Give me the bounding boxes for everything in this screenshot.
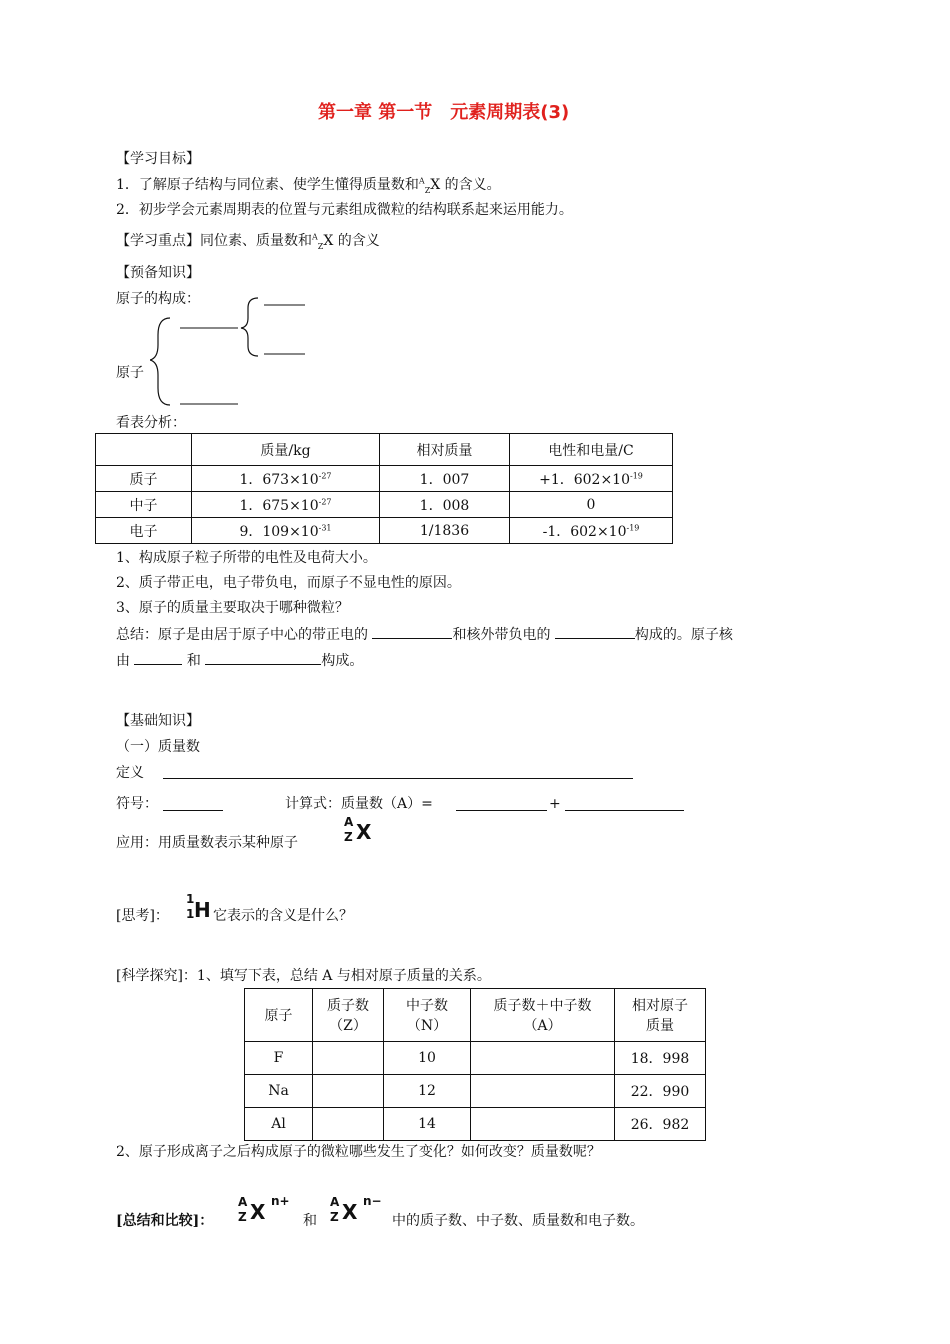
proton-count-input[interactable] bbox=[313, 1075, 384, 1108]
table-header-row bbox=[96, 434, 673, 466]
explore-question-2: 2、原子形成离子之后构成原子的微粒哪些发生了变化？如何改变？质量数呢？ bbox=[116, 1144, 601, 1160]
hydrogen-letter: H bbox=[194, 898, 211, 922]
symbol-blank[interactable] bbox=[163, 810, 223, 811]
mass-exponent: -31 bbox=[318, 522, 332, 532]
mass-number-input[interactable] bbox=[471, 1108, 615, 1141]
objective-2: 2．初步学会元素周期表的位置与元素组成微粒的结构联系起来运用能力。 bbox=[116, 202, 573, 218]
header-cell: 质量/kg bbox=[192, 434, 380, 466]
header-cell bbox=[96, 434, 192, 466]
particle-name: 中子 bbox=[96, 492, 192, 518]
atom-cell: Al bbox=[245, 1108, 313, 1141]
outer-brace bbox=[150, 318, 170, 405]
symbol-label: 符号： bbox=[116, 796, 158, 812]
mass-number-input[interactable] bbox=[471, 1042, 615, 1075]
particle-mass bbox=[192, 492, 380, 518]
keypoints-atomic-number: Z bbox=[317, 241, 324, 251]
keypoints bbox=[116, 232, 380, 250]
charge-exponent: -19 bbox=[630, 470, 643, 480]
objective-1-text: 1．了解原子结构与同位素、使学生懂得质量数和 bbox=[116, 177, 419, 193]
compare-label: [总结和比较]： bbox=[116, 1213, 214, 1229]
hydrogen-mass-number: 1 bbox=[186, 892, 195, 906]
particle-table bbox=[95, 433, 673, 544]
cation-element: X bbox=[250, 1200, 266, 1224]
explore-text: [科学探究]：1、填写下表，总结 A 与相对原子质量的关系。 bbox=[116, 968, 491, 984]
neutron-count-cell: 12 bbox=[384, 1075, 471, 1108]
header-cell: 质子数＋中子数 （A） bbox=[471, 989, 615, 1042]
summary-text: 总结：原子是由居于原子中心的带正电的 bbox=[116, 627, 368, 643]
summary-line-1 bbox=[116, 624, 733, 644]
anion-charge: n− bbox=[363, 1194, 382, 1208]
nuclide-symbol-azx bbox=[344, 815, 384, 850]
table-row bbox=[245, 1042, 706, 1075]
relative-atomic-mass-cell: 26．982 bbox=[615, 1108, 706, 1141]
summary-text: 构成。 bbox=[321, 653, 364, 669]
cation-atomic-number: Z bbox=[238, 1210, 247, 1224]
blank-electron-fill[interactable] bbox=[555, 624, 635, 639]
blank-neutron-fill[interactable] bbox=[205, 650, 321, 665]
blank-proton-fill[interactable] bbox=[134, 650, 182, 665]
formula-plus: + bbox=[549, 796, 561, 812]
objective-1-mass-number: A bbox=[418, 176, 425, 186]
question-1: 1、构成原子粒子所带的电性及电荷大小。 bbox=[116, 550, 377, 566]
atom-structure-diagram bbox=[150, 290, 320, 415]
header-cell: 质子数 （Z） bbox=[313, 989, 384, 1042]
table-caption: 看表分析： bbox=[116, 415, 186, 431]
formula-label: 计算式：质量数（A）= bbox=[285, 796, 433, 812]
anion-mass-number: A bbox=[330, 1195, 340, 1209]
summary-text: 和核外带负电的 bbox=[452, 627, 551, 643]
inner-brace bbox=[241, 298, 258, 356]
application-text: 应用：用质量数表示某种原子 bbox=[116, 835, 298, 851]
charge-value: -1．602×10 bbox=[542, 523, 627, 540]
atomic-number-z: Z bbox=[344, 830, 353, 844]
think-label: [思考]： bbox=[116, 908, 169, 924]
formula-blank-2[interactable] bbox=[565, 810, 684, 811]
atom-label: 原子 bbox=[116, 365, 144, 381]
objective-1-atomic-number: Z bbox=[424, 185, 431, 195]
page-title: 第一章 第一节 元素周期表(3) bbox=[318, 102, 570, 123]
particle-name: 质子 bbox=[96, 466, 192, 492]
hydrogen-atomic-number: 1 bbox=[186, 907, 195, 921]
charge-value: 0 bbox=[586, 496, 596, 513]
cation-charge: n+ bbox=[271, 1194, 290, 1208]
neutron-count-cell: 10 bbox=[384, 1042, 471, 1075]
particle-charge bbox=[510, 492, 673, 518]
keypoints-text: 同位素、质量数和 bbox=[200, 233, 312, 249]
mass-number-a: A bbox=[344, 815, 354, 829]
cation-mass-number: A bbox=[238, 1195, 248, 1209]
cation-symbol bbox=[238, 1194, 300, 1230]
header-cell: 相对质量 bbox=[380, 434, 510, 466]
compare-text: 中的质子数、中子数、质量数和电子数。 bbox=[392, 1213, 644, 1229]
objective-1-tail: X 的含义。 bbox=[430, 177, 501, 193]
blank-nucleus-fill[interactable] bbox=[372, 624, 452, 639]
charge-value: +1．602×10 bbox=[539, 471, 630, 488]
mass-value: 9．109×10 bbox=[239, 523, 319, 540]
header-cell: 电性和电量/C bbox=[510, 434, 673, 466]
relative-atomic-mass-cell: 18．998 bbox=[615, 1042, 706, 1075]
keypoints-mass-number: A bbox=[312, 232, 318, 242]
particle-relative-mass: 1．007 bbox=[380, 466, 510, 492]
particle-charge bbox=[510, 518, 673, 544]
table-row bbox=[96, 466, 673, 492]
mass-value: 1．673×10 bbox=[239, 471, 319, 488]
particle-mass bbox=[192, 466, 380, 492]
mass-exponent: -27 bbox=[318, 496, 332, 506]
particle-mass bbox=[192, 518, 380, 544]
table-header-row bbox=[245, 989, 706, 1042]
mass-exponent: -27 bbox=[318, 470, 332, 480]
header-cell: 相对原子 质量 bbox=[615, 989, 706, 1042]
element-x: X bbox=[356, 820, 372, 844]
question-3: 3、原子的质量主要取决于哪种微粒？ bbox=[116, 600, 349, 616]
formula-blank-1[interactable] bbox=[456, 810, 547, 811]
mass-number-input[interactable] bbox=[471, 1075, 615, 1108]
table-row bbox=[96, 492, 673, 518]
particle-relative-mass: 1．008 bbox=[380, 492, 510, 518]
anion-atomic-number: Z bbox=[330, 1210, 339, 1224]
objectives-heading: 【学习目标】 bbox=[116, 151, 200, 167]
particle-name: 电子 bbox=[96, 518, 192, 544]
definition-label: 定义 bbox=[116, 765, 144, 781]
atom-cell: Na bbox=[245, 1075, 313, 1108]
keypoints-heading: 【学习重点】 bbox=[116, 233, 200, 249]
summary-text: 构成的。原子核 bbox=[634, 627, 733, 643]
proton-count-input[interactable] bbox=[313, 1108, 384, 1141]
neutron-count-cell: 14 bbox=[384, 1108, 471, 1141]
isotope-table bbox=[244, 988, 706, 1141]
definition-blank[interactable] bbox=[163, 778, 633, 779]
atom-structure-label: 原子的构成： bbox=[116, 291, 200, 307]
particle-relative-mass: 1/1836 bbox=[380, 518, 510, 544]
prep-heading: 【预备知识】 bbox=[116, 265, 200, 281]
mass-value: 1．675×10 bbox=[239, 497, 319, 514]
summary-line-2 bbox=[116, 650, 363, 670]
header-cell: 原子 bbox=[245, 989, 313, 1042]
header-cell: 中子数 （N） bbox=[384, 989, 471, 1042]
summary-text: 由 bbox=[116, 653, 130, 669]
charge-exponent: -19 bbox=[626, 522, 640, 532]
basic-heading: 【基础知识】 bbox=[116, 713, 200, 729]
particle-charge bbox=[510, 466, 673, 492]
table-row bbox=[245, 1108, 706, 1141]
summary-text: 和 bbox=[186, 653, 201, 669]
think-question: 它表示的含义是什么？ bbox=[213, 908, 353, 924]
hydrogen-symbol bbox=[184, 892, 214, 925]
keypoints-tail: X 的含义 bbox=[323, 233, 380, 249]
atom-cell: F bbox=[245, 1042, 313, 1075]
table-row bbox=[96, 518, 673, 544]
table-row bbox=[245, 1075, 706, 1108]
compare-and: 和 bbox=[303, 1213, 317, 1229]
proton-count-input[interactable] bbox=[313, 1042, 384, 1075]
anion-element: X bbox=[342, 1200, 358, 1224]
anion-symbol bbox=[330, 1194, 390, 1230]
question-2: 2、质子带正电，电子带负电，而原子不显电性的原因。 bbox=[116, 575, 461, 591]
objective-1 bbox=[116, 176, 501, 194]
mass-number-subheading: （一）质量数 bbox=[116, 739, 200, 755]
relative-atomic-mass-cell: 22．990 bbox=[615, 1075, 706, 1108]
